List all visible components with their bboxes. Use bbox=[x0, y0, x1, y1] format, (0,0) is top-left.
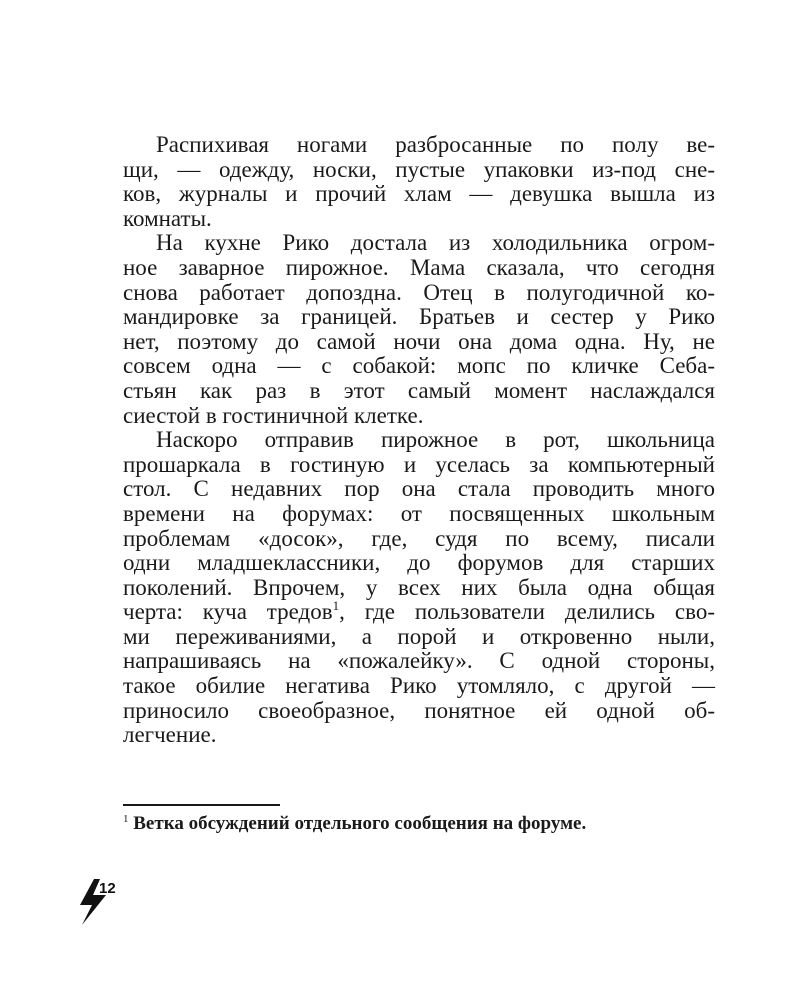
text-line: мандировке за границей. Братьев и сестер у Рико bbox=[123, 304, 715, 330]
text-line: стол. С недавних пор она стала проводить много bbox=[123, 476, 715, 502]
text-line: комнаты. bbox=[123, 205, 212, 231]
text-line: совсем одна — с собакой: мопс по кличке Себа- bbox=[123, 353, 715, 379]
text-fragment: черта: куча тредов bbox=[123, 599, 333, 625]
footnote-divider bbox=[123, 804, 280, 806]
text-line: Распихивая ногами разбросанные по полу ве- bbox=[156, 132, 715, 157]
footnote-reference: 1 bbox=[332, 598, 340, 614]
text-fragment: , где пользователи делились сво- bbox=[339, 599, 715, 625]
text-line bbox=[123, 600, 715, 625]
text-line: проблемам «досок», где, судя по всему, писали bbox=[123, 525, 715, 551]
text-line: легчение. bbox=[123, 722, 217, 748]
body-text bbox=[123, 133, 715, 748]
text-line: На кухне Рико достала из холодильника огром- bbox=[156, 230, 715, 256]
footnote-text: Ветка обсуждений отдельного сообщения на форуме. bbox=[133, 813, 587, 834]
text-line: ное заварное пирожное. Мама сказала, что сегодня bbox=[123, 254, 715, 280]
text-line: времени на форумах: от посвященных школьным bbox=[123, 500, 715, 526]
footnote-marker: 1 bbox=[123, 813, 129, 825]
text-line: ков, журналы и прочий хлам — девушка вышла из bbox=[123, 181, 715, 207]
text-line: напрашиваясь на «пожалейку». С одной стороны, bbox=[123, 648, 715, 674]
text-line: сиестой в гостиничной клетке. bbox=[123, 402, 424, 428]
text-line: нет, поэтому до самой ночи она дома одна. Ну, не bbox=[123, 328, 715, 354]
text-line: стьян как раз в этот самый момент наслаждался bbox=[123, 377, 715, 403]
text-line: поколений. Впрочем, у всех них была одна общая bbox=[123, 574, 715, 600]
text-line: приносило своеобразное, понятное ей одной об- bbox=[123, 697, 715, 723]
text-line: щи, — одежду, носки, пустые упаковки из-под сне- bbox=[123, 156, 715, 182]
text-line: прошаркала в гостиную и уселась за компьютерный bbox=[123, 451, 715, 477]
text-line: одни младшеклассники, до форумов для старших bbox=[123, 550, 715, 576]
text-line: ми переживаниями, а порой и откровенно ныли, bbox=[123, 623, 715, 649]
text-line: Наскоро отправив пирожное в рот, школьница bbox=[156, 427, 715, 453]
footnote bbox=[123, 813, 586, 835]
page-number: 12 bbox=[99, 880, 116, 897]
text-line: такое обилие негатива Рико утомляло, с другой — bbox=[123, 673, 715, 699]
text-line: снова работает допоздна. Отец в полугодичной ко- bbox=[123, 279, 715, 305]
